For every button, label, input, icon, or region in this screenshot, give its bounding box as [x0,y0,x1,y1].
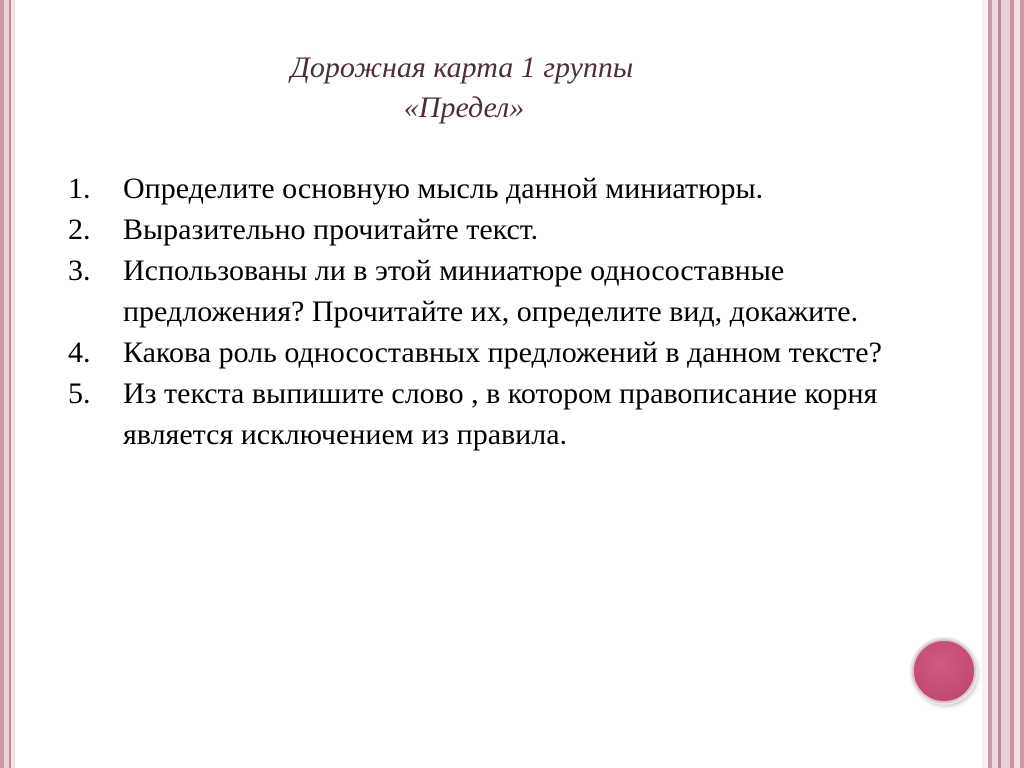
task-text: Выразительно прочитайте текст. [123,213,539,246]
task-list [68,168,908,455]
task-number: 3. [68,254,91,287]
task-item-3 [68,250,908,332]
task-number: 2. [68,213,91,246]
task-item-4 [68,332,908,373]
task-item-1 [68,168,908,209]
right-border-frame [982,0,1024,768]
task-number: 4. [68,336,91,369]
task-text: Какова роль односоставных предложений в данном тексте? [123,336,882,369]
task-item-2 [68,209,908,250]
task-item-5 [68,373,908,455]
task-text: Из текста выпишите слово , в котором правописание корня является исключением из правила. [123,377,878,451]
task-text: Использованы ли в этой миниатюре односоставные предложения? Прочитайте их, определите вид, докажите. [123,254,859,328]
slide-title: Дорожная карта 1 группы [290,51,634,84]
slide-subtitle: «Предел» [403,91,525,124]
circle-nav-button[interactable] [912,639,976,703]
task-number: 1. [68,172,91,205]
task-number: 5. [68,377,91,410]
task-text: Определите основную мысль данной миниатюры. [123,172,764,205]
